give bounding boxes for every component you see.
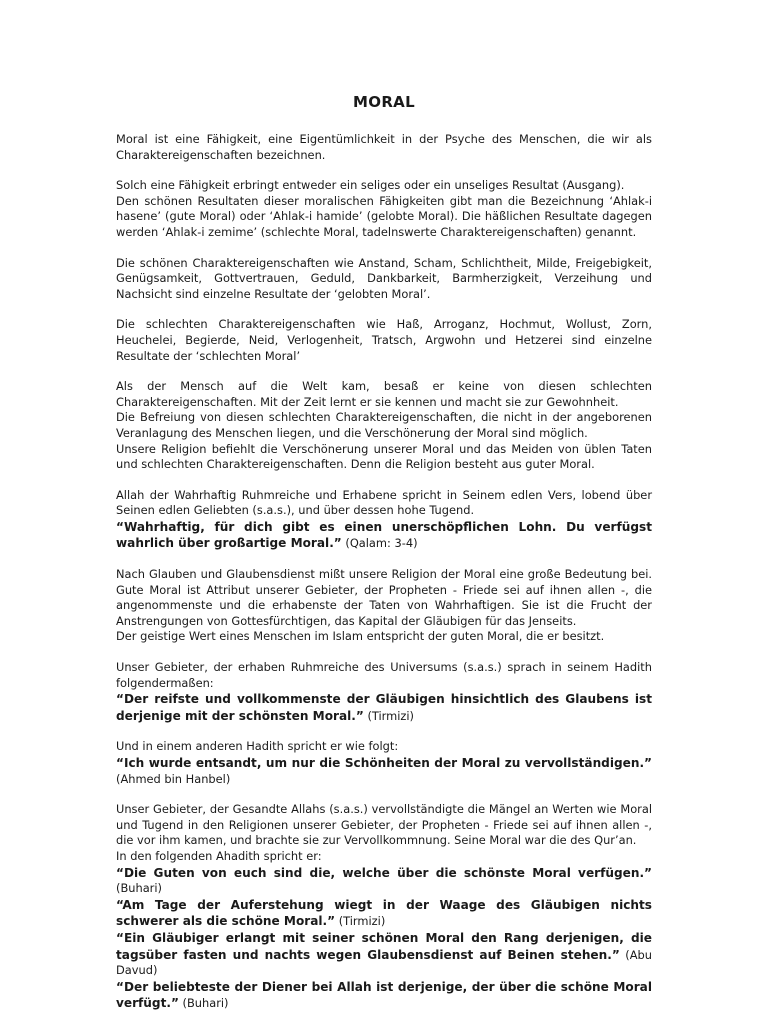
text-line: Unsere Religion befiehlt die Verschönerung unserer Moral und das Meiden von üblen Taten und schlechten Charaktereigenschaften. Denn die Religion besteht aus guter Moral. [116, 441, 652, 472]
text-line: Solch eine Fähigkeit erbringt entweder ein seliges oder ein unseliges Resultat (Ausgang). [116, 178, 625, 193]
text-line: Den schönen Resultaten dieser moralischen Fähigkeiten gibt man die Bezeichnung ‘Ahlak-i hasene’ (gute Moral) oder ‘Ahlak-i hamide’ (gelobte Moral). Die häßlichen Resultate dagegen werden ‘Ahlak-i zemime’ (schlechte Moral, tadelnswerte Charaktereigenschaften) genannt. [116, 193, 652, 239]
quote-block [116, 519, 652, 552]
paragraph-importance [116, 567, 652, 645]
text-line: Der geistige Wert eines Menschen im Islam entspricht der guten Moral, die er besitzt. [116, 629, 605, 644]
text-line: Unser Gebieter, der Gesandte Allahs (s.a.s.) vervollständigte die Mängel an Werten wie Moral und Tugend in den Religionen unserer Gebieter, der Propheten - Friede sei auf ihnen allen -, die vor ihm kamen, und brachte sie zur Vervollkommnung. Seine Moral war die des Qur’an. [116, 802, 652, 848]
paragraph-verse [116, 488, 652, 552]
quote-block [116, 979, 652, 1012]
text-line: Nach Glauben und Glaubensdienst mißt unsere Religion der Moral eine große Bedeutung bei. Gute Moral ist Attribut unserer Gebieter, der Propheten - Friede sei auf ihnen allen -, die angenommenste und die erhabenste der Taten von Wahrhaftigen. Sie ist die Frucht der Anstrengungen von Gottesfürchtigen, das Kapital der Gläubigen für das Jenseits. [116, 567, 652, 628]
text-line: Die Befreiung von diesen schlechten Charaktereigenschaften, die nicht in der angeborenen Veranlagung des Menschen liegen, und die Verschönerung der Moral sind möglich. [116, 410, 652, 440]
paragraph-good-traits: Die schönen Charaktereigenschaften wie Anstand, Scham, Schlichtheit, Milde, Freigebigkeit, Genügsamkeit, Gottvertrauen, Geduld, Dankbarkeit, Barmherzigkeit, Verzeihung und Nachsicht sind einzelne Resultate der ‘gelobten Moral’. [116, 255, 652, 301]
quote-source: (Tirmizi) [363, 708, 414, 723]
quote-source: (Buhari) [116, 881, 162, 896]
paragraph-definition: Moral ist eine Fähigkeit, eine Eigentümlichkeit in der Psyche des Menschen, die wir als Charaktereigenschaften bezeichnen. [116, 132, 652, 162]
quote-source: (Tirmizi) [335, 914, 386, 929]
paragraph-ahadith [116, 802, 652, 1012]
quote-source: (Qalam: 3-4) [341, 536, 418, 551]
quote-source: (Buhari) [178, 996, 229, 1011]
quote-source: (Abu Davud) [116, 947, 652, 978]
quote-source: (Ahmed bin Hanbel) [116, 771, 231, 786]
paragraph-human-nature [116, 379, 652, 473]
quote-block [116, 755, 652, 787]
quote-block [116, 897, 652, 930]
quote-text: “Der beliebteste der Diener bei Allah ist derjenige, der über die schöne Moral verfügt.” [116, 979, 652, 1011]
quote-text: “Ein Gläubiger erlangt mit seiner schönen Moral den Rang derjenigen, die tagsüber fasten und nachts wegen Glaubensdienst auf Beinen stehen.” [116, 930, 652, 962]
quote-text: “Die Guten von euch sind die, welche über die schönste Moral verfügen.” [116, 865, 652, 880]
text-line: Allah der Wahrhaftig Ruhmreiche und Erhabene spricht in Seinem edlen Vers, lobend über Seinen edlen Geliebten (s.a.s.), und über dessen hohe Tugend. [116, 487, 652, 518]
quote-block [116, 691, 652, 724]
quote-text: “Der reifste und vollkommenste der Gläubigen hinsichtlich des Glaubens ist derjenige mit der schönsten Moral.” [116, 692, 652, 723]
quote-block [116, 930, 652, 979]
quote-text: “Am Tage der Auferstehung wiegt in der Waage des Gläubigen nichts schwerer als die schöne Moral.” [116, 897, 652, 929]
paragraph-hadith-2 [116, 739, 652, 787]
quote-text: “Ich wurde entsandt, um nur die Schönheiten der Moral zu vervollständigen.” [116, 756, 652, 770]
text-line: Als der Mensch auf die Welt kam, besaß er keine von diesen schlechten Charaktereigenschaften. Mit der Zeit lernt er sie kennen und macht sie zur Gewohnheit. [116, 379, 652, 409]
quote-block [116, 865, 652, 897]
document-page [116, 92, 652, 1012]
quote-text: “Wahrhaftig, für dich gibt es einen unerschöpflichen Lohn. Du verfügst wahrlich über großartige Moral.” [116, 519, 652, 551]
paragraph-results [116, 178, 652, 240]
paragraph-hadith-1 [116, 660, 652, 724]
paragraph-bad-traits: Die schlechten Charaktereigenschaften wie Haß, Arroganz, Hochmut, Wollust, Zorn, Heuchelei, Begierde, Neid, Verlogenheit, Tratsch, Argwohn und Hetzerei sind einzelne Resultate der ‘schlechten Moral’ [116, 317, 652, 363]
page-title: MORAL [353, 93, 415, 111]
text-line: Und in einem anderen Hadith spricht er wie folgt: [116, 739, 399, 754]
text-line: In den folgenden Ahadith spricht er: [116, 848, 322, 863]
text-line: Unser Gebieter, der erhaben Ruhmreiche des Universums (s.a.s.) sprach in seinem Hadith folgendermaßen: [116, 660, 652, 690]
